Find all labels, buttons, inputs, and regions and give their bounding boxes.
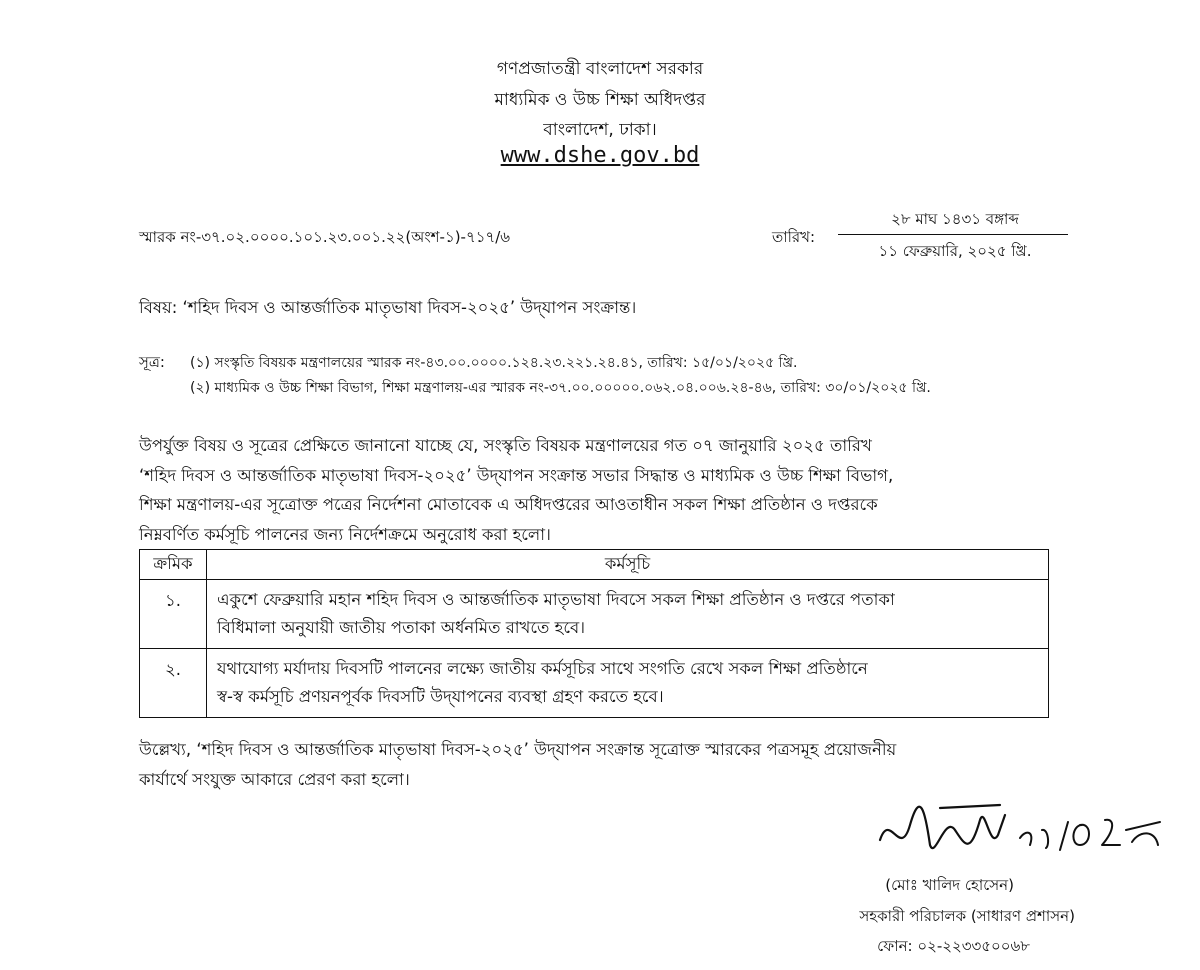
website-link[interactable]: www.dshe.gov.bd <box>500 143 700 168</box>
department-title: মাধ্যমিক ও উচ্চ শিক্ষা অধিদপ্তর <box>494 90 706 110</box>
note-line: কার্যার্থে সংযুক্ত আকারে প্রেরণ করা হলো। <box>139 770 410 789</box>
table-row <box>140 649 1049 718</box>
reference-item: (২) মাধ্যমিক ও উচ্চ শিক্ষা বিভাগ, শিক্ষা মন্ত্রণালয়-এর স্মারক নং-৩৭.০০.০০০০০.০৬২.০৪.০০৬.২৪-৪৬, তারিখ: ৩০/০১/২০২৫ খ্রি. <box>190 380 931 396</box>
signatory-phone: ফোন: ০২-২২৩৩৫০০৬৮ <box>877 937 1030 955</box>
row-serial: ১. <box>140 580 207 649</box>
row-text-line: একুশে ফেব্রুয়ারি মহান শহিদ দিবস ও আন্তর্জাতিক মাতৃভাষা দিবসে সকল শিক্ষা প্রতিষ্ঠান ও দপ্তরে পতাকা <box>217 590 895 609</box>
row-serial: ২. <box>140 649 207 718</box>
body-line: শিক্ষা মন্ত্রণালয়-এর সূত্রোক্ত পত্রের নির্দেশনা মোতাবেক এ অধিদপ্তরের আওতাধীন সকল শিক্ষা প্রতিষ্ঠান ও দপ্তরকে <box>139 495 878 514</box>
table-row <box>140 580 1049 649</box>
location-line: বাংলাদেশ, ঢাকা। <box>543 120 657 140</box>
signatory-name: (মোঃ খালিদ হোসেন) <box>885 876 1014 894</box>
subject-line: বিষয়: ‘শহিদ দিবস ও আন্তর্জাতিক মাতৃভাষা দিবস-২০২৫’ উদ্‌যাপন সংক্রান্ত। <box>139 298 637 317</box>
row-text <box>207 649 1049 718</box>
row-text-line: বিধিমালা অনুযায়ী জাতীয় পতাকা অর্ধনমিত রাখতে হবে। <box>217 618 586 637</box>
body-line: নিম্নবর্ণিত কর্মসূচি পালনের জন্য নির্দেশক্রমে অনুরোধ করা হলো। <box>139 525 551 544</box>
note-line: উল্লেখ্য, ‘শহিদ দিবস ও আন্তর্জাতিক মাতৃভাষা দিবস-২০২৫’ উদ্‌যাপন সংক্রান্ত সূত্রোক্ত স্মারকের পত্রসমূহ প্রয়োজনীয় <box>139 740 897 759</box>
program-table <box>139 549 1049 718</box>
reference-label: সূত্র: <box>139 353 165 371</box>
body-line: ‘শহিদ দিবস ও আন্তর্জাতিক মাতৃভাষা দিবস-২০২৫’ উদ্‌যাপন সংক্রান্ত সভার সিদ্ধান্ত ও মাধ্যমিক ও উচ্চ শিক্ষা বিভাগ, <box>139 466 894 485</box>
row-text-line: যথাযোগ্য মর্যাদায় দিবসটি পালনের লক্ষ্যে জাতীয় কর্মসূচির সাথে সংগতি রেখে সকল শিক্ষা প্রতিষ্ঠানে <box>217 659 868 678</box>
program-header: কর্মসূচি <box>207 550 1049 580</box>
date-label: তারিখ: <box>772 228 816 246</box>
row-text <box>207 580 1049 649</box>
serial-header: ক্রমিক <box>140 550 207 580</box>
signature-image <box>870 800 1180 870</box>
date-gregorian: ১১ ফেব্রুয়ারি, ২০২৫ খ্রি. <box>878 242 1032 260</box>
body-line: উপর্যুক্ত বিষয় ও সূত্রের প্রেক্ষিতে জানানো যাচ্ছে যে, সংস্কৃতি বিষয়ক মন্ত্রণালয়ের গত ০৭ জানুয়ারি ২০২৫ তারিখ <box>139 436 872 455</box>
date-divider <box>838 234 1068 235</box>
memo-number: স্মারক নং-৩৭.০২.০০০০.১০১.২৩.০০১.২২(অংশ-১)-৭১৭/৬ <box>139 228 511 246</box>
signatory-designation: সহকারী পরিচালক (সাধারণ প্রশাসন) <box>859 907 1075 925</box>
table-header-row <box>140 550 1049 580</box>
govt-title: গণপ্রজাতন্ত্রী বাংলাদেশ সরকার <box>496 59 704 79</box>
date-bangla: ২৮ মাঘ ১৪৩১ বঙ্গাব্দ <box>891 210 1019 228</box>
row-text-line: স্ব-স্ব কর্মসূচি প্রণয়নপূর্বক দিবসটি উদ্‌যাপনের ব্যবস্থা গ্রহণ করতে হবে। <box>217 687 664 706</box>
reference-item: (১) সংস্কৃতি বিষয়ক মন্ত্রণালয়ের স্মারক নং-৪৩.০০.০০০০.১২৪.২৩.২২১.২৪.৪১, তারিখ: ১৫/০১/২০২৫ খ্রি. <box>190 355 798 371</box>
